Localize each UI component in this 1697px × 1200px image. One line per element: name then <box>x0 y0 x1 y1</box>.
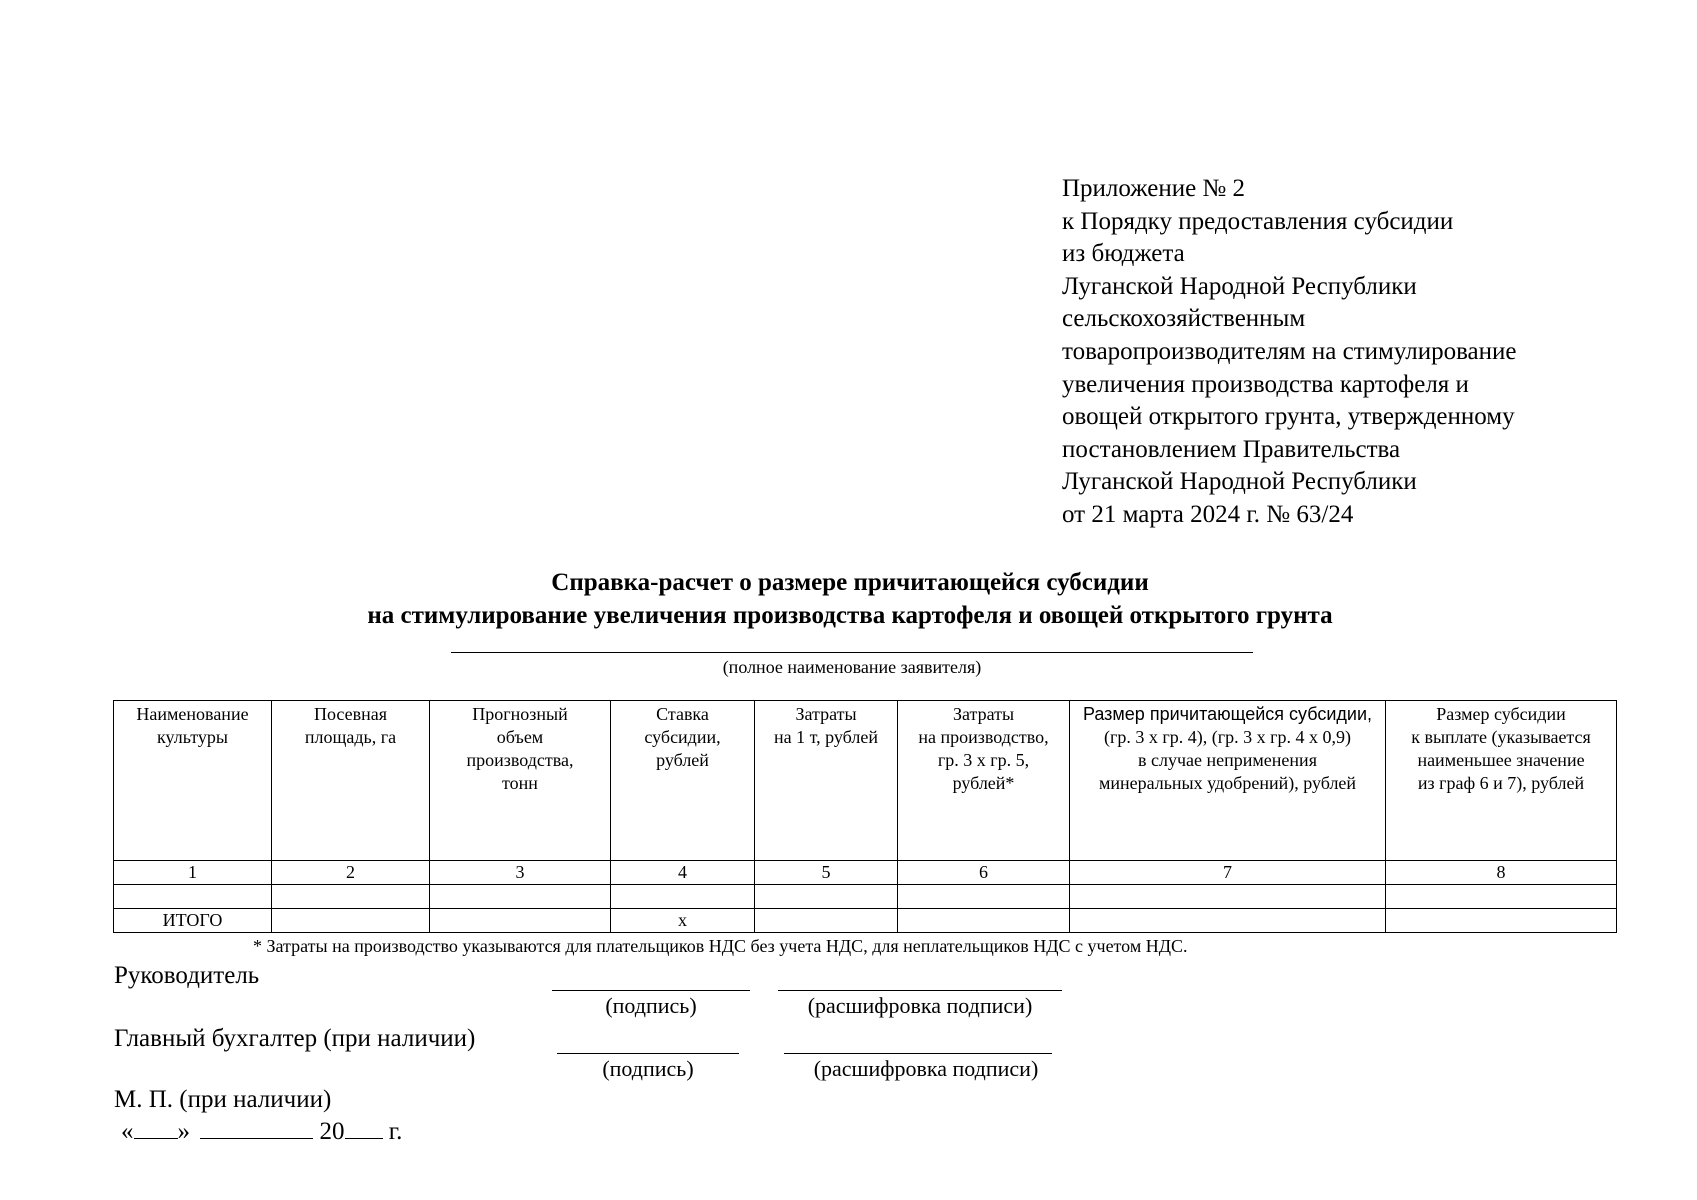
stamp-label: М. П. (при наличии) <box>114 1086 332 1113</box>
appendix-line: к Порядку предоставления субсидии <box>1062 207 1454 235</box>
accountant-decode-caption: (расшифровка подписи) <box>813 1056 1039 1081</box>
date-field <box>121 1116 402 1147</box>
table-cell[interactable] <box>114 885 272 909</box>
total-label: ИТОГО <box>114 909 272 933</box>
table-cell[interactable] <box>611 885 755 909</box>
head-signature-field[interactable] <box>552 990 750 991</box>
header-cell-2: Посевная площадь, га <box>272 701 430 861</box>
header-cell-1: Наименование культуры <box>114 701 272 861</box>
header-cell-7 <box>1070 701 1386 861</box>
column-number: 7 <box>1070 861 1386 885</box>
date-suffix: г. <box>388 1118 403 1145</box>
table-cell[interactable] <box>898 909 1070 933</box>
column-number: 4 <box>611 861 755 885</box>
appendix-line: сельскохозяйственным <box>1062 305 1306 333</box>
date-close-quote: » <box>177 1118 190 1145</box>
accountant-decode-field[interactable] <box>784 1053 1052 1054</box>
header-cell-7-title: Размер причитающейся субсидии, <box>1082 704 1373 724</box>
accountant-label: Главный бухгалтер (при наличии) <box>114 1025 476 1052</box>
table-cell[interactable] <box>430 885 611 909</box>
header-cell-6: Затраты на производство, гр. 3 х гр. 5, рублей* <box>898 701 1070 861</box>
applicant-name-field[interactable] <box>451 652 1253 653</box>
appendix-line: Приложение № 2 <box>1062 175 1246 202</box>
date-month-field[interactable] <box>200 1116 313 1139</box>
appendix-line: овощей открытого грунта, утвержденному <box>1062 403 1515 431</box>
total-col4-mark: х <box>611 909 755 933</box>
title-line-1: Справка-расчет о размере причитающейся субсидии <box>551 569 1149 596</box>
document-title <box>150 566 1550 632</box>
appendix-block <box>1062 173 1517 532</box>
head-label: Руководитель <box>114 962 260 989</box>
appendix-line: увеличения производства картофеля и <box>1062 370 1469 398</box>
accountant-signature-field[interactable] <box>557 1053 739 1054</box>
table-row <box>114 885 1617 909</box>
table-header-row <box>114 701 1617 861</box>
appendix-line: постановлением Правительства <box>1062 435 1401 463</box>
date-open-quote: « <box>121 1118 134 1145</box>
total-row <box>114 909 1617 933</box>
header-cell-3: Прогнозный объем производства, тонн <box>430 701 611 861</box>
head-signature-caption: (подпись) <box>605 993 697 1018</box>
applicant-caption: (полное наименование заявителя) <box>722 657 982 677</box>
column-number: 5 <box>755 861 898 885</box>
appendix-line: от 21 марта 2024 г. № 63/24 <box>1062 500 1354 528</box>
column-number: 3 <box>430 861 611 885</box>
date-day-field[interactable] <box>134 1116 178 1139</box>
table-cell[interactable] <box>272 885 430 909</box>
table-cell[interactable] <box>1070 909 1386 933</box>
column-number: 2 <box>272 861 430 885</box>
appendix-line: из бюджета <box>1062 240 1185 268</box>
table-cell[interactable] <box>1386 909 1617 933</box>
head-decode-caption: (расшифровка подписи) <box>807 993 1033 1018</box>
table-cell[interactable] <box>430 909 611 933</box>
table-cell[interactable] <box>272 909 430 933</box>
table-cell[interactable] <box>755 909 898 933</box>
table-cell[interactable] <box>1386 885 1617 909</box>
header-cell-7-formula: (гр. 3 х гр. 4), (гр. 3 х гр. 4 х 0,9) в случае неприменения минеральных удобрений), рублей <box>1098 727 1357 793</box>
title-line-2: на стимулирование увеличения производства картофеля и овощей открытого грунта <box>367 602 1333 629</box>
date-year-prefix: 20 <box>319 1118 345 1145</box>
head-decode-field[interactable] <box>778 990 1062 991</box>
column-number: 6 <box>898 861 1070 885</box>
date-year-field[interactable] <box>345 1116 383 1139</box>
column-number: 1 <box>114 861 272 885</box>
header-cell-5: Затраты на 1 т, рублей <box>755 701 898 861</box>
calculation-table <box>113 700 1617 933</box>
appendix-line: Луганской Народной Республики <box>1062 272 1417 300</box>
appendix-line: Луганской Народной Республики <box>1062 468 1417 496</box>
footnote: * Затраты на производство указываются для плательщиков НДС без учета НДС, для неплательщиков НДС с учетом НДС. <box>253 936 1188 956</box>
header-cell-8: Размер субсидии к выплате (указывается наименьшее значение из граф 6 и 7), рублей <box>1386 701 1617 861</box>
header-cell-4: Ставка субсидии, рублей <box>611 701 755 861</box>
appendix-line: товаропроизводителям на стимулирование <box>1062 337 1517 365</box>
column-number-row <box>114 861 1617 885</box>
table-cell[interactable] <box>898 885 1070 909</box>
column-number: 8 <box>1386 861 1617 885</box>
table-cell[interactable] <box>755 885 898 909</box>
accountant-signature-caption: (подпись) <box>602 1056 694 1081</box>
table-cell[interactable] <box>1070 885 1386 909</box>
